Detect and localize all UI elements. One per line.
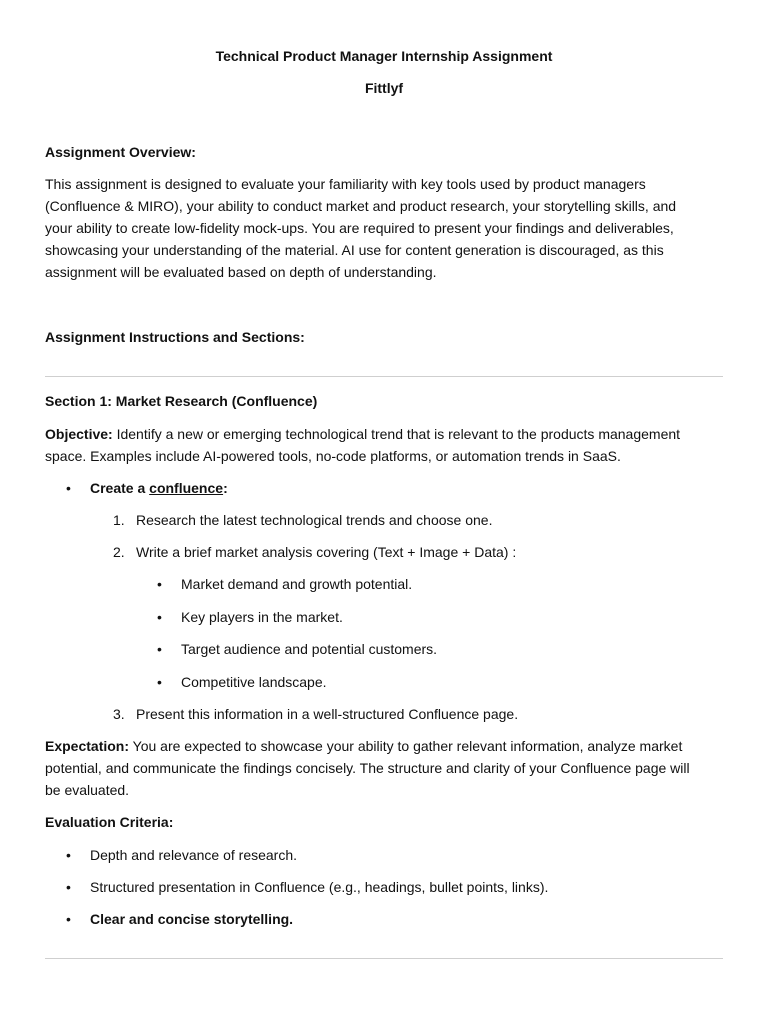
section1-heading: Section 1: Market Research (Confluence): [45, 393, 318, 409]
criteria-item: Structured presentation in Confluence (e.g., headings, bullet points, links).: [90, 879, 549, 895]
objective-text-line2: space. Examples include AI-powered tools, no-code platforms, or automation trends in SaaS.: [45, 448, 621, 464]
expectation-label: Expectation:: [45, 738, 130, 754]
sub-item: Market demand and growth potential.: [181, 576, 413, 592]
bullet-dot: •: [66, 480, 71, 496]
step-text: Research the latest technological trends and choose one.: [136, 512, 493, 528]
overview-line: This assignment is designed to evaluate your familiarity with key tools used by product managers: [45, 176, 646, 192]
bullet-dot: •: [157, 576, 162, 592]
sub-item: Key players in the market.: [181, 609, 343, 625]
step-number: 1.: [113, 512, 125, 528]
company-name: Fittlyf: [364, 80, 404, 96]
step-number: 2.: [113, 544, 125, 560]
criteria-item: Depth and relevance of research.: [90, 847, 298, 863]
section-divider: [45, 376, 723, 377]
expectation-text-line3: be evaluated.: [45, 782, 130, 798]
overview-line: (Confluence & MIRO), your ability to conduct market and product research, your storytelling skills, and: [45, 198, 677, 214]
overview-line: your ability to create low-fidelity mock-ups. You are required to present your findings and deliverables,: [45, 220, 674, 236]
objective-paragraph: [45, 423, 725, 467]
expectation-text-line2: potential, and communicate the findings concisely. The structure and clarity of your Confluence page will: [45, 760, 690, 776]
instructions-heading: Assignment Instructions and Sections:: [45, 329, 305, 345]
expectation-text: You are expected to showcase your ability to gather relevant information, analyze market: [129, 738, 683, 754]
overview-line: assignment will be evaluated based on depth of understanding.: [45, 264, 437, 280]
objective-label: Objective:: [45, 426, 113, 442]
criteria-heading: Evaluation Criteria:: [45, 814, 174, 830]
bullet-dot: •: [66, 847, 71, 863]
create-prefix: Create a: [90, 480, 150, 496]
sub-item: Target audience and potential customers.: [181, 641, 438, 657]
objective-text: Identify a new or emerging technological trend that is relevant to the products management: [112, 426, 681, 442]
document-title: Technical Product Manager Internship Assignment: [215, 48, 553, 64]
expectation-paragraph: [45, 735, 725, 801]
step-number: 3.: [113, 706, 125, 722]
bullet-dot: •: [157, 674, 162, 690]
overview-line: showcasing your understanding of the material. AI use for content generation is discouraged, as this: [45, 242, 664, 258]
overview-paragraph: [45, 173, 725, 283]
criteria-item: Clear and concise storytelling.: [90, 911, 294, 927]
create-suffix: :: [223, 480, 228, 496]
sub-item: Competitive landscape.: [181, 674, 327, 690]
confluence-link[interactable]: confluence: [149, 480, 224, 496]
step-text: Write a brief market analysis covering (Text + Image + Data) :: [136, 544, 517, 560]
bullet-dot: •: [66, 911, 71, 927]
section-divider: [45, 958, 723, 959]
bullet-dot: •: [157, 609, 162, 625]
bullet-dot: •: [66, 879, 71, 895]
step-text: Present this information in a well-structured Confluence page.: [136, 706, 519, 722]
create-confluence-item: [90, 477, 228, 499]
overview-heading: Assignment Overview:: [45, 144, 196, 160]
bullet-dot: •: [157, 641, 162, 657]
